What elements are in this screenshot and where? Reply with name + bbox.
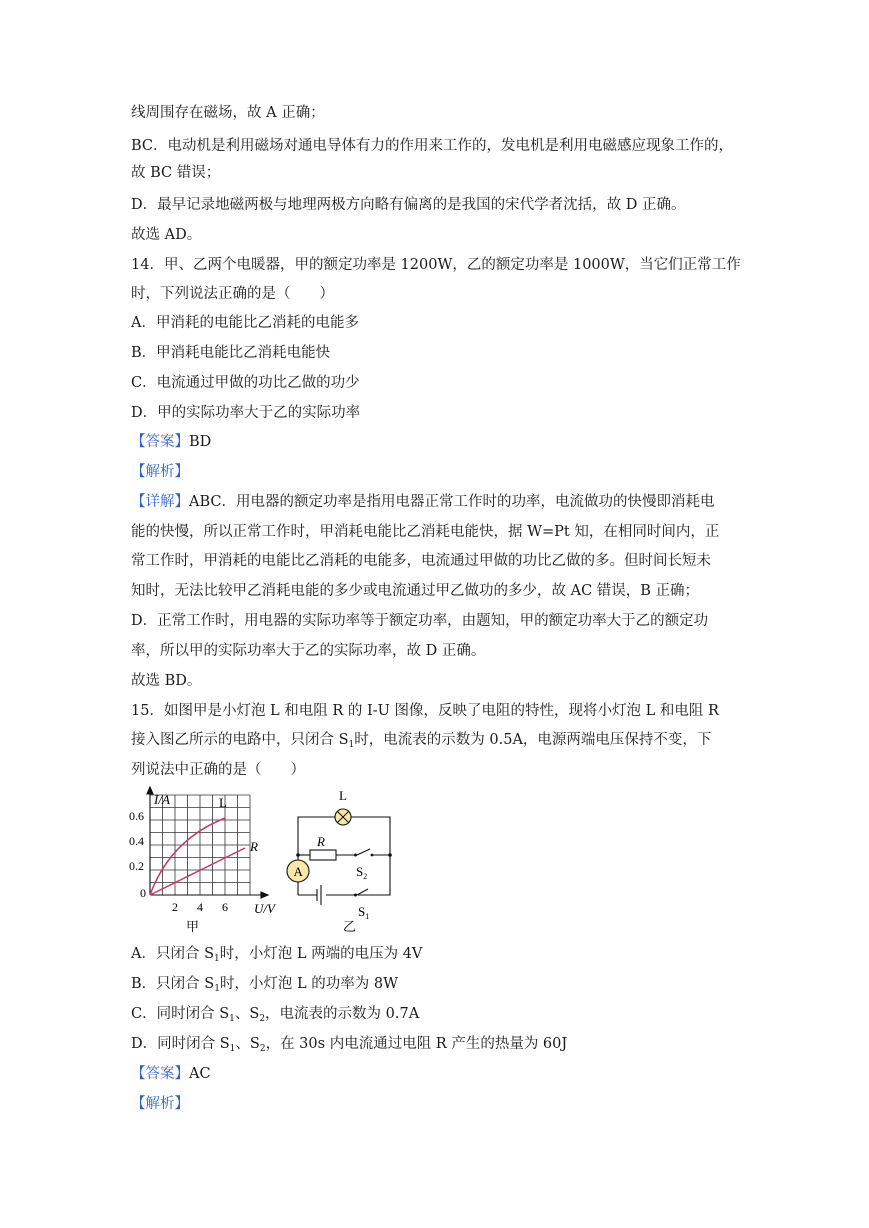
q15-option-a — [131, 944, 741, 969]
switch-label-text: S — [358, 904, 366, 919]
detail-tag: 【详解】 — [131, 494, 189, 510]
q15-option-c — [131, 1004, 741, 1029]
resistor-symbol — [310, 850, 336, 860]
q14-detail: 率，所以甲的实际功率大于乙的实际功率，故 D 正确。 — [131, 643, 486, 659]
q15-option-b — [131, 974, 741, 999]
q15-analysis-tag — [131, 1094, 741, 1114]
text-line: 故选 AD。 — [131, 227, 202, 243]
curve-l-label: L — [219, 795, 227, 810]
switch-s2-label — [356, 864, 367, 881]
option-text: ，电流表的示数为 0.7A — [265, 1006, 420, 1022]
subscript: 1 — [229, 1014, 235, 1024]
q14-option-d: D．甲的实际功率大于乙的实际功率 — [131, 405, 361, 421]
subscript: 1 — [214, 954, 220, 964]
curve-r-label: R — [250, 839, 258, 854]
answer-value: AC — [189, 1066, 211, 1082]
ammeter-label: A — [293, 864, 303, 879]
option-text: 时，小灯泡 L 的功率为 8W — [219, 976, 399, 992]
figure-caption: 甲 — [186, 919, 200, 934]
stem-text: 接入图乙所示的电路中，只闭合 S — [131, 732, 349, 748]
option-text: ，在 30s 内电流通过电阻 R 产生的热量为 60J — [265, 1036, 568, 1052]
q14-conclusion: 故选 BD。 — [131, 673, 202, 689]
circuit-wires — [298, 817, 390, 905]
circuit-figure — [284, 785, 404, 935]
subscript: 1 — [348, 740, 355, 750]
option-text: B．只闭合 S — [131, 976, 215, 992]
q14-detail: 知时，无法比较甲乙消耗电能的多少或电流通过甲乙做功的多少，故 AC 错误，B 正确； — [131, 583, 700, 599]
option-text: C．同时闭合 S — [131, 1006, 230, 1022]
lamp-symbol — [335, 809, 351, 825]
q14-stem: 时，下列说法正确的是（ ） — [131, 286, 334, 302]
q14-detail: 常工作时，甲消耗的电能比乙消耗的电能多，电流通过甲做的功比乙做的多。但时间长短未 — [131, 553, 711, 569]
switch-s1-label — [358, 904, 369, 921]
q15-stem — [131, 730, 741, 755]
text-line: 线周围存在磁场，故 A 正确； — [131, 105, 325, 121]
y-tick: 0.2 — [129, 859, 144, 873]
q15-option-d — [131, 1034, 741, 1059]
q15-answer — [131, 1064, 741, 1084]
q14-option-b: B．甲消耗电能比乙消耗电能快 — [131, 345, 331, 361]
switch-label-text: S — [356, 864, 364, 879]
answer-value: BD — [189, 434, 212, 450]
analysis-tag: 【解析】 — [131, 1096, 189, 1112]
ammeter-symbol — [287, 860, 309, 882]
figure-caption: 乙 — [343, 919, 357, 934]
option-text: 、S — [234, 1006, 260, 1022]
q15-stem: 15．如图甲是小灯泡 L 和电阻 R 的 I-U 图像，反映了电阻的特性，现将小灯泡 L 和电阻 R — [131, 703, 719, 719]
answer-tag: 【答案】 — [131, 1066, 189, 1082]
option-text: D．同时闭合 S — [131, 1036, 230, 1052]
graph-grid — [150, 795, 250, 895]
analysis-tag: 【解析】 — [131, 464, 189, 480]
subscript: 1 — [365, 912, 370, 921]
q14-option-c: C．电流通过甲做的功比乙做的功少 — [131, 375, 360, 391]
y-tick: 0.4 — [129, 834, 144, 848]
iu-graph-figure — [128, 785, 278, 935]
q14-option-a: A．甲消耗的电能比乙消耗的电能多 — [131, 315, 359, 331]
stem-text: 时，电流表的示数为 0.5A，电源两端电压保持不变，下 — [354, 732, 712, 748]
text-line: 故 BC 错误； — [131, 165, 221, 181]
subscript: 2 — [259, 1044, 266, 1054]
origin-label: 0 — [140, 886, 146, 900]
subscript: 2 — [363, 872, 368, 881]
detail-text: ABC．用电器的额定功率是指用电器正常工作时的功率，电流做功的快慢即消耗电 — [189, 494, 715, 510]
x-tick: 4 — [197, 900, 203, 914]
option-text: A．只闭合 S — [131, 946, 215, 962]
y-tick: 0.6 — [129, 809, 144, 823]
y-axis-label: I/A — [154, 792, 170, 807]
q14-detail — [131, 492, 741, 512]
curve-r — [150, 848, 245, 895]
q14-detail: D．正常工作时，用电器的实际功率等于额定功率，由题知，甲的额定功率大于乙的额定功 — [131, 613, 709, 629]
answer-tag: 【答案】 — [131, 434, 189, 450]
q14-detail: 能的快慢，所以正常工作时，甲消耗电能比乙消耗电能快，据 W=Pt 知，在相同时间内，正 — [131, 524, 720, 540]
subscript: 2 — [259, 1014, 266, 1024]
lamp-label: L — [339, 788, 347, 803]
option-text: 、S — [235, 1036, 260, 1052]
x-tick: 2 — [172, 900, 178, 914]
x-tick: 6 — [222, 900, 228, 914]
q15-stem: 列说法中正确的是（ ） — [131, 762, 305, 778]
x-axis-label: U/V — [254, 901, 275, 916]
subscript: 1 — [214, 984, 220, 994]
q14-analysis-tag — [131, 462, 741, 482]
resistor-label: R — [317, 834, 325, 849]
q14-stem: 14．甲、乙两个电暖器，甲的额定功率是 1200W，乙的额定功率是 1000W，当它们正常工作 — [131, 257, 741, 273]
q14-answer — [131, 432, 741, 452]
text-line: BC．电动机是利用磁场对通电导体有力的作用来工作的，发电机是利用电磁感应现象工作的， — [131, 138, 734, 154]
text-line: D．最早记录地磁两极与地理两极方向略有偏离的是我国的宋代学者沈括，故 D 正确。 — [131, 197, 686, 213]
option-text: 时，小灯泡 L 两端的电压为 4V — [219, 946, 423, 962]
subscript: 1 — [229, 1044, 236, 1054]
